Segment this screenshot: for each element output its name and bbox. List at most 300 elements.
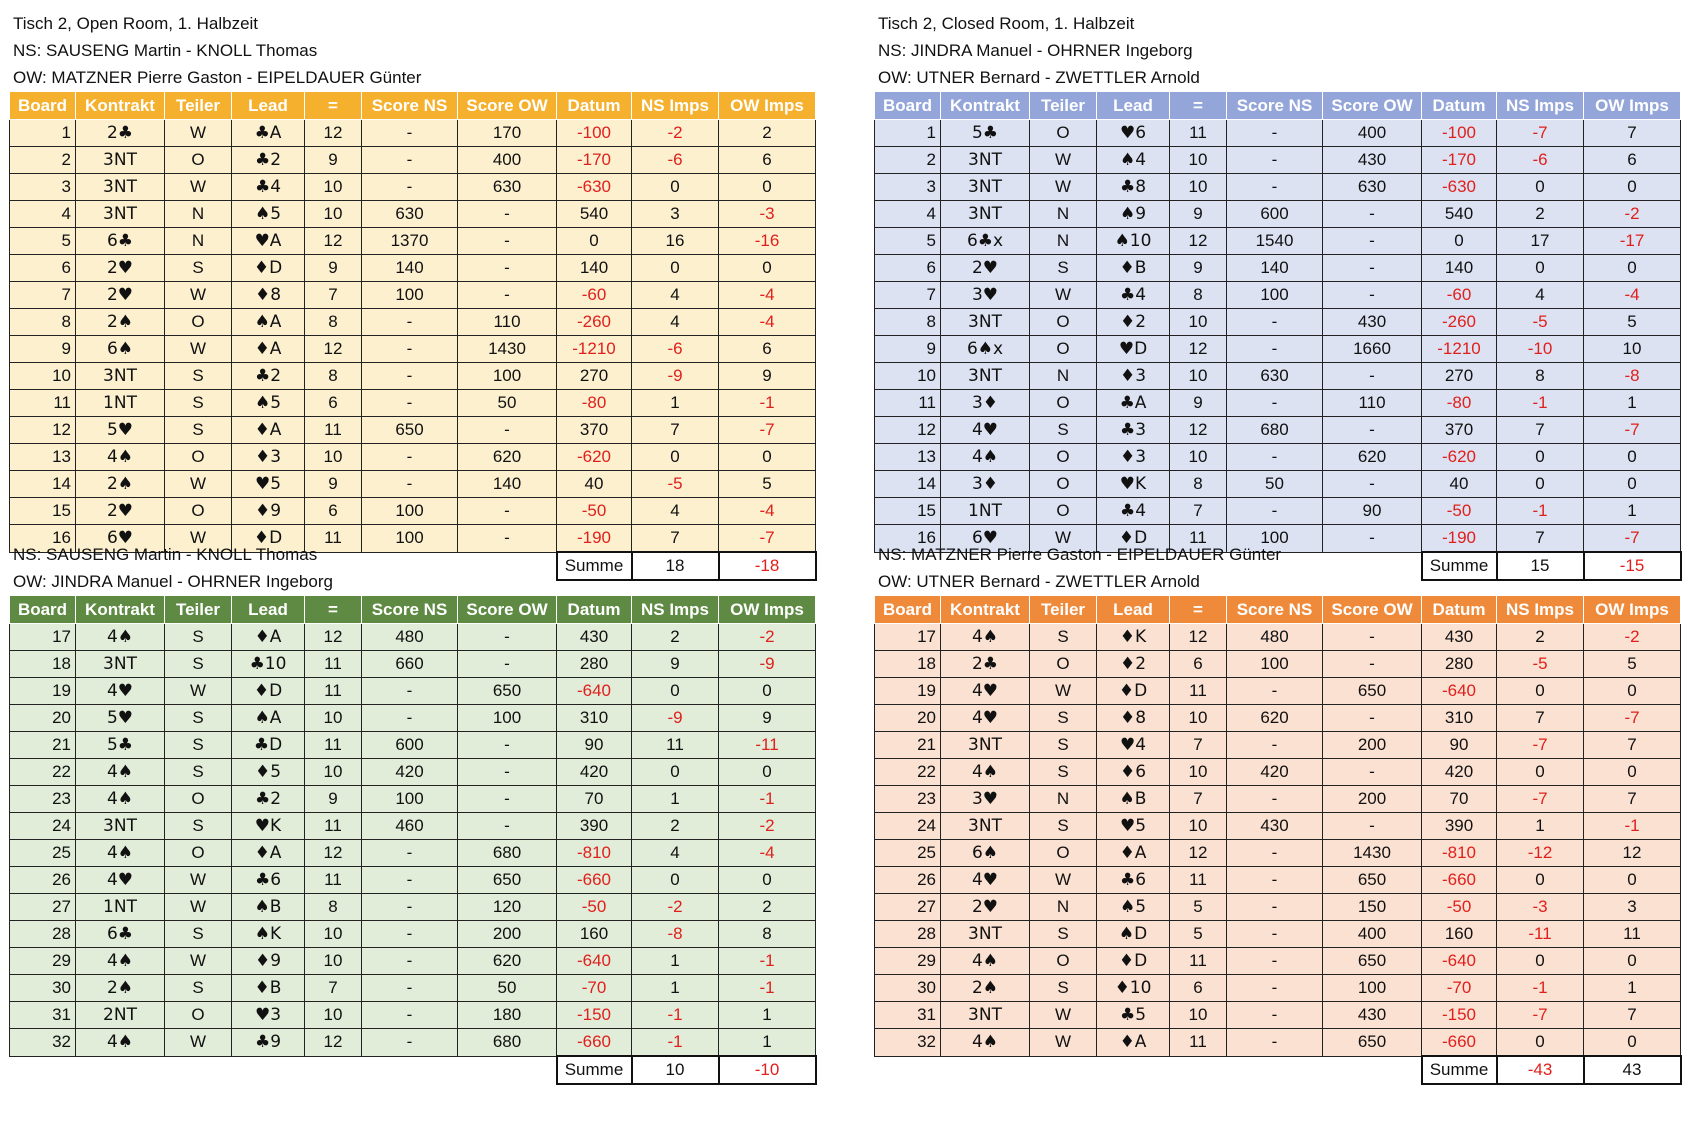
cell-ns-imps: -2 (632, 120, 719, 147)
cell-dealer: S (165, 921, 232, 948)
cell-datum: -660 (557, 1029, 632, 1057)
cell-board: 2 (875, 147, 941, 174)
table-title: Tisch 2, Closed Room, 1. Halbzeit (878, 14, 1135, 33)
cell-score-ow: 680 (458, 1029, 557, 1057)
cell-ns-imps: -6 (632, 147, 719, 174)
sum-ow-imps: -15 (1584, 552, 1681, 580)
cell-dealer: O (1030, 336, 1097, 363)
cell-datum: -170 (557, 147, 632, 174)
cell-lead: ♦B (232, 975, 305, 1002)
cell-datum: -190 (557, 525, 632, 553)
cell-tricks: 8 (1170, 471, 1227, 498)
cell-contract: 5♣ (76, 732, 165, 759)
cell-ow-imps: -4 (719, 309, 816, 336)
cell-dealer: S (1030, 732, 1097, 759)
cell-ns-imps: 4 (632, 840, 719, 867)
cell-score-ns: - (362, 147, 458, 174)
cell-contract: 2♣ (76, 120, 165, 147)
cell-tricks: 9 (1170, 390, 1227, 417)
cell-board: 18 (875, 651, 941, 678)
cell-score-ow: 90 (1323, 498, 1422, 525)
cell-ns-imps: 0 (1497, 1029, 1584, 1057)
panel-open-room-second-half (9, 541, 817, 1085)
table-row (10, 867, 816, 894)
cell-ns-imps: 0 (1497, 174, 1584, 201)
cell-tricks: 9 (1170, 201, 1227, 228)
cell-score-ns: - (1227, 498, 1323, 525)
sum-ow-imps: 43 (1584, 1056, 1681, 1084)
cell-lead: ♣10 (232, 651, 305, 678)
cell-ow-imps: -4 (719, 840, 816, 867)
sum-ns-imps: -43 (1497, 1056, 1584, 1084)
cell-datum: -260 (557, 309, 632, 336)
cell-score-ow: 200 (458, 921, 557, 948)
cell-score-ns: - (362, 948, 458, 975)
cell-ns-imps: 0 (632, 678, 719, 705)
column-header-ns-imps: NS Imps (632, 596, 719, 624)
cell-lead: ♦D (1097, 678, 1170, 705)
cell-contract: 2♥ (941, 894, 1030, 921)
pair-line: OW: UTNER Bernard - ZWETTLER Arnold (878, 572, 1200, 591)
cell-contract: 6♣x (941, 228, 1030, 255)
cell-score-ns: 480 (1227, 624, 1323, 651)
sum-label: Summe (557, 552, 632, 580)
cell-contract: 1NT (76, 894, 165, 921)
table-row (10, 336, 816, 363)
column-header-score-ow: Score OW (1323, 92, 1422, 120)
panel-open-room-first-half (9, 10, 817, 581)
column-header-score-ow: Score OW (1323, 596, 1422, 624)
cell-tricks: 10 (1170, 1002, 1227, 1029)
cell-contract: 4♠ (941, 759, 1030, 786)
cell-ns-imps: -3 (1497, 894, 1584, 921)
cell-datum: -60 (1422, 282, 1497, 309)
cell-datum: -100 (1422, 120, 1497, 147)
cell-ns-imps: 4 (632, 498, 719, 525)
pair-line: NS: SAUSENG Martin - KNOLL Thomas (13, 41, 318, 60)
cell-ns-imps: 0 (632, 759, 719, 786)
cell-score-ns: - (362, 444, 458, 471)
cell-contract: 3NT (76, 174, 165, 201)
cell-score-ns: 620 (1227, 705, 1323, 732)
cell-contract: 3NT (76, 363, 165, 390)
cell-datum: -100 (557, 120, 632, 147)
cell-score-ow: 200 (1323, 786, 1422, 813)
cell-datum: -660 (1422, 867, 1497, 894)
cell-contract: 4♠ (76, 759, 165, 786)
cell-score-ns: 50 (1227, 471, 1323, 498)
cell-lead: ♦9 (232, 498, 305, 525)
cell-tricks: 9 (305, 471, 362, 498)
cell-contract: 4♥ (76, 867, 165, 894)
cell-ow-imps: -16 (719, 228, 816, 255)
cell-ow-imps: 9 (719, 705, 816, 732)
cell-lead: ♦3 (1097, 444, 1170, 471)
cell-ns-imps: -12 (1497, 840, 1584, 867)
cell-datum: 0 (557, 228, 632, 255)
cell-tricks: 10 (305, 201, 362, 228)
cell-board: 19 (875, 678, 941, 705)
cell-tricks: 10 (305, 444, 362, 471)
column-header-ow-imps: OW Imps (1584, 92, 1681, 120)
cell-contract: 2♠ (941, 975, 1030, 1002)
cell-contract: 4♠ (941, 948, 1030, 975)
cell-lead: ♦D (232, 678, 305, 705)
cell-score-ow: - (458, 201, 557, 228)
cell-contract: 2♠ (76, 471, 165, 498)
cell-dealer: O (165, 309, 232, 336)
cell-ow-imps: 7 (1584, 120, 1681, 147)
table-row (10, 705, 816, 732)
cell-lead: ♠5 (1097, 894, 1170, 921)
sum-ns-imps: 10 (632, 1056, 719, 1084)
table-row (875, 282, 1681, 309)
cell-score-ns: - (362, 867, 458, 894)
cell-ow-imps: -7 (719, 525, 816, 553)
cell-contract: 2♠ (76, 975, 165, 1002)
cell-tricks: 6 (305, 390, 362, 417)
cell-lead: ♦10 (1097, 975, 1170, 1002)
table-row (875, 471, 1681, 498)
cell-tricks: 11 (305, 867, 362, 894)
table-row (875, 390, 1681, 417)
cell-dealer: W (1030, 1029, 1097, 1057)
cell-board: 26 (10, 867, 76, 894)
cell-score-ns: - (362, 894, 458, 921)
cell-ns-imps: 0 (632, 867, 719, 894)
cell-dealer: N (1030, 894, 1097, 921)
sum-ow-imps: -18 (719, 552, 816, 580)
cell-score-ow: 1660 (1323, 336, 1422, 363)
cell-score-ns: - (1227, 840, 1323, 867)
cell-lead: ♠4 (1097, 147, 1170, 174)
cell-ns-imps: 7 (1497, 705, 1584, 732)
cell-score-ow: 620 (458, 948, 557, 975)
sum-spacer (10, 1056, 557, 1084)
cell-dealer: W (165, 678, 232, 705)
table-row (10, 417, 816, 444)
table-row (875, 813, 1681, 840)
cell-contract: 5♥ (76, 417, 165, 444)
cell-ow-imps: 0 (1584, 867, 1681, 894)
cell-ns-imps: 0 (632, 255, 719, 282)
table-row (875, 120, 1681, 147)
table-row (875, 786, 1681, 813)
cell-lead: ♣2 (232, 363, 305, 390)
cell-score-ow: 50 (458, 390, 557, 417)
column-header-ow-imps: OW Imps (719, 596, 816, 624)
cell-tricks: 10 (1170, 147, 1227, 174)
cell-score-ns: - (1227, 336, 1323, 363)
cell-score-ow: - (458, 786, 557, 813)
cell-ns-imps: 0 (1497, 444, 1584, 471)
cell-datum: -50 (557, 894, 632, 921)
table-row (10, 363, 816, 390)
cell-contract: 4♥ (941, 417, 1030, 444)
cell-board: 3 (10, 174, 76, 201)
cell-tricks: 12 (305, 624, 362, 651)
cell-tricks: 8 (305, 309, 362, 336)
cell-score-ow: 650 (1323, 1029, 1422, 1057)
cell-ow-imps: 0 (719, 759, 816, 786)
cell-score-ow: - (458, 498, 557, 525)
cell-tricks: 10 (1170, 309, 1227, 336)
cell-ns-imps: 2 (632, 624, 719, 651)
table-row (875, 363, 1681, 390)
cell-score-ns: - (362, 921, 458, 948)
table-row (875, 309, 1681, 336)
table-row (875, 894, 1681, 921)
cell-score-ns: - (1227, 390, 1323, 417)
cell-score-ns: 100 (1227, 651, 1323, 678)
cell-dealer: S (165, 624, 232, 651)
table-row (875, 1029, 1681, 1057)
cell-score-ow: - (458, 759, 557, 786)
cell-datum: 90 (1422, 732, 1497, 759)
cell-contract: 4♥ (941, 678, 1030, 705)
cell-contract: 1NT (76, 390, 165, 417)
cell-lead: ♣8 (1097, 174, 1170, 201)
cell-lead: ♠D (1097, 921, 1170, 948)
cell-dealer: O (1030, 390, 1097, 417)
cell-tricks: 11 (305, 813, 362, 840)
cell-datum: -630 (557, 174, 632, 201)
cell-datum: -620 (1422, 444, 1497, 471)
cell-board: 28 (875, 921, 941, 948)
cell-lead: ♦8 (232, 282, 305, 309)
column-header-score-ow: Score OW (458, 92, 557, 120)
cell-ow-imps: 1 (1584, 498, 1681, 525)
cell-lead: ♦K (1097, 624, 1170, 651)
cell-lead: ♥5 (232, 471, 305, 498)
cell-ow-imps: -1 (719, 786, 816, 813)
cell-ns-imps: 2 (632, 813, 719, 840)
cell-tricks: 10 (305, 174, 362, 201)
cell-score-ns: - (362, 840, 458, 867)
cell-ow-imps: 8 (719, 921, 816, 948)
cell-datum: -620 (557, 444, 632, 471)
cell-tricks: 8 (1170, 282, 1227, 309)
cell-board: 1 (875, 120, 941, 147)
cell-lead: ♣5 (1097, 1002, 1170, 1029)
cell-board: 20 (10, 705, 76, 732)
cell-board: 25 (10, 840, 76, 867)
cell-contract: 3NT (941, 363, 1030, 390)
cell-dealer: S (165, 363, 232, 390)
cell-dealer: S (1030, 975, 1097, 1002)
cell-ns-imps: 3 (632, 201, 719, 228)
cell-board: 12 (875, 417, 941, 444)
cell-contract: 2♥ (76, 282, 165, 309)
cell-dealer: S (1030, 255, 1097, 282)
cell-datum: -70 (1422, 975, 1497, 1002)
cell-lead: ♣2 (232, 786, 305, 813)
cell-score-ow: 680 (458, 840, 557, 867)
cell-ns-imps: -9 (632, 363, 719, 390)
column-header-board: Board (875, 596, 941, 624)
cell-score-ow: 1430 (1323, 840, 1422, 867)
column-header-ns-imps: NS Imps (632, 92, 719, 120)
cell-tricks: 12 (1170, 417, 1227, 444)
cell-ns-imps: 11 (632, 732, 719, 759)
cell-dealer: W (165, 948, 232, 975)
cell-ns-imps: -7 (1497, 732, 1584, 759)
cell-ns-imps: 1 (632, 786, 719, 813)
cell-board: 9 (875, 336, 941, 363)
table-row (10, 732, 816, 759)
cell-ow-imps: 0 (719, 444, 816, 471)
cell-board: 30 (875, 975, 941, 1002)
cell-score-ns: 100 (362, 525, 458, 553)
table-row (875, 147, 1681, 174)
cell-tricks: 9 (1170, 255, 1227, 282)
cell-score-ow: 100 (458, 705, 557, 732)
cell-dealer: S (165, 732, 232, 759)
cell-score-ow: - (1323, 201, 1422, 228)
cell-score-ns: 600 (1227, 201, 1323, 228)
cell-board: 3 (875, 174, 941, 201)
cell-lead: ♦8 (1097, 705, 1170, 732)
table-row (875, 624, 1681, 651)
cell-dealer: O (165, 147, 232, 174)
cell-datum: 310 (1422, 705, 1497, 732)
cell-dealer: W (1030, 282, 1097, 309)
column-header-row (875, 596, 1681, 624)
cell-board: 24 (875, 813, 941, 840)
cell-score-ns: - (362, 1029, 458, 1057)
cell-contract: 3♦ (941, 390, 1030, 417)
column-header-tricks: = (1170, 92, 1227, 120)
cell-datum: -810 (1422, 840, 1497, 867)
sum-label: Summe (1422, 552, 1497, 580)
column-header-tricks: = (1170, 596, 1227, 624)
cell-ow-imps: 6 (719, 336, 816, 363)
cell-contract: 4♠ (76, 444, 165, 471)
cell-ns-imps: -7 (1497, 120, 1584, 147)
cell-ow-imps: -4 (719, 282, 816, 309)
cell-dealer: W (1030, 147, 1097, 174)
cell-contract: 3NT (76, 147, 165, 174)
cell-datum: -70 (557, 975, 632, 1002)
cell-dealer: N (1030, 228, 1097, 255)
cell-dealer: S (165, 417, 232, 444)
cell-score-ns: 480 (362, 624, 458, 651)
cell-score-ns: - (1227, 444, 1323, 471)
cell-board: 12 (10, 417, 76, 444)
cell-contract: 6♣ (76, 921, 165, 948)
table-row (875, 228, 1681, 255)
column-header-ow-imps: OW Imps (719, 92, 816, 120)
cell-score-ow: 400 (1323, 120, 1422, 147)
cell-dealer: O (165, 786, 232, 813)
cell-ns-imps: 0 (1497, 948, 1584, 975)
cell-score-ns: 100 (1227, 282, 1323, 309)
cell-score-ow: 50 (458, 975, 557, 1002)
cell-tricks: 10 (305, 759, 362, 786)
cell-contract: 3NT (941, 813, 1030, 840)
cell-contract: 4♠ (941, 624, 1030, 651)
cell-dealer: W (1030, 174, 1097, 201)
cell-tricks: 7 (305, 975, 362, 1002)
cell-datum: -1210 (1422, 336, 1497, 363)
cell-datum: 420 (1422, 759, 1497, 786)
cell-ow-imps: -8 (1584, 363, 1681, 390)
cell-lead: ♥5 (1097, 813, 1170, 840)
cell-lead: ♠A (232, 705, 305, 732)
cell-ow-imps: 7 (1584, 786, 1681, 813)
cell-tricks: 11 (305, 678, 362, 705)
cell-dealer: S (1030, 705, 1097, 732)
cell-board: 13 (10, 444, 76, 471)
table-row (875, 948, 1681, 975)
cell-board: 17 (10, 624, 76, 651)
cell-lead: ♣6 (232, 867, 305, 894)
cell-score-ns: - (362, 120, 458, 147)
cell-score-ow: - (1323, 255, 1422, 282)
cell-contract: 3NT (941, 1002, 1030, 1029)
cell-ow-imps: 2 (719, 894, 816, 921)
cell-contract: 3NT (941, 147, 1030, 174)
cell-tricks: 10 (305, 921, 362, 948)
cell-score-ow: 650 (1323, 678, 1422, 705)
cell-tricks: 12 (1170, 840, 1227, 867)
cell-ow-imps: -2 (719, 813, 816, 840)
cell-lead: ♣4 (232, 174, 305, 201)
table-row (875, 201, 1681, 228)
column-header-row (10, 92, 816, 120)
cell-lead: ♦A (232, 336, 305, 363)
cell-score-ow: 650 (1323, 867, 1422, 894)
cell-board: 4 (875, 201, 941, 228)
cell-score-ns: 140 (362, 255, 458, 282)
cell-ow-imps: 0 (1584, 255, 1681, 282)
table-row (875, 921, 1681, 948)
cell-score-ns: 420 (1227, 759, 1323, 786)
cell-lead: ♦D (232, 525, 305, 553)
cell-ow-imps: 7 (1584, 732, 1681, 759)
results-table (9, 595, 817, 1085)
cell-tricks: 10 (305, 948, 362, 975)
cell-score-ns: - (1227, 975, 1323, 1002)
cell-ow-imps: 1 (1584, 390, 1681, 417)
table-row (875, 498, 1681, 525)
cell-board: 29 (875, 948, 941, 975)
column-header-datum: Datum (557, 596, 632, 624)
cell-contract: 2♣ (941, 651, 1030, 678)
cell-tricks: 11 (1170, 867, 1227, 894)
cell-ow-imps: 9 (719, 363, 816, 390)
cell-datum: -640 (1422, 948, 1497, 975)
cell-dealer: S (165, 390, 232, 417)
cell-lead: ♦A (232, 840, 305, 867)
cell-ns-imps: 0 (1497, 759, 1584, 786)
cell-contract: 4♥ (76, 678, 165, 705)
cell-lead: ♠B (1097, 786, 1170, 813)
panel-closed-room-second-half (874, 541, 1682, 1085)
cell-dealer: N (165, 228, 232, 255)
cell-contract: 5♥ (76, 705, 165, 732)
cell-dealer: W (1030, 525, 1097, 553)
table-row (10, 678, 816, 705)
cell-datum: -50 (1422, 894, 1497, 921)
cell-score-ow: - (1323, 525, 1422, 553)
cell-dealer: N (165, 201, 232, 228)
cell-dealer: O (1030, 309, 1097, 336)
cell-datum: -80 (557, 390, 632, 417)
cell-dealer: O (1030, 498, 1097, 525)
sum-ns-imps: 15 (1497, 552, 1584, 580)
cell-datum: -50 (1422, 498, 1497, 525)
